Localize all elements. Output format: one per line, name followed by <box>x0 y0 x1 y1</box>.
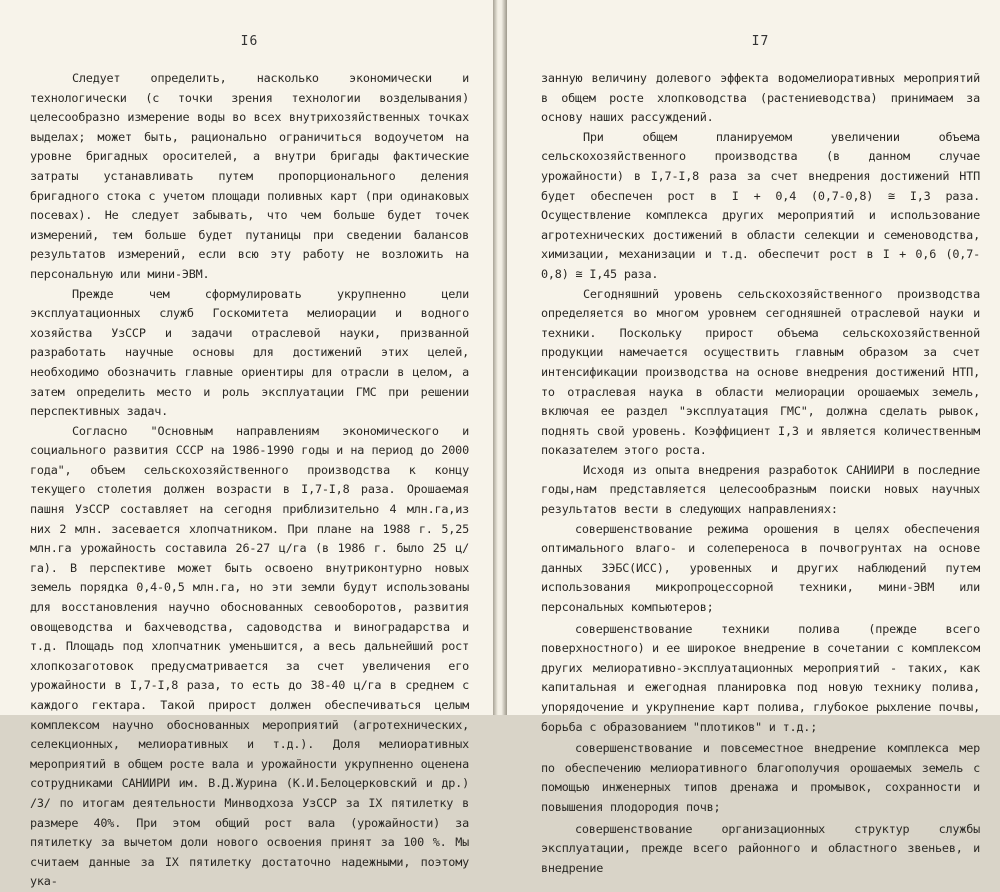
paragraph: Согласно "Основным направлениям экономического и социального развития СССР на 1986-1990 годы и на период до 2000 года", объем сельскохозяйственного производства к концу текущего столетия должен возрасти в I,7-I,8 раза. Орошаемая пашня УзССР составляет на сегодня приблизительно 4 млн.га,из них 2 млн. засевается хлопчатником. При плане на 1988 г. 5,25 млн.га урожайность составила 26-27 ц/га (в 1986 г. было 25 ц/га). В перспективе может быть освоено внутриконтурно новых земель порядка 0,4-0,5 млн.га, но эти земли будут использованы для восстановления научно обоснованных севооборотов, развития овощеводства и бахчеводства, садоводства и виноградарства и т.д. Площадь под хлопчатник уменьшится, а весь дальнейший рост хлопкозаготовок предусматривается за счет увеличения его урожайности в I,7-I,8 раза, то есть до 38-40 ц/га в среднем с каждого гектара. Такой прирост должен обеспечиваться целым комплексом научно обоснованных мероприятий (агротехнических, селекционных, мелиоративных и т.д.). Доля мелиоративных мероприятий в общем росте вала и урожайности укрупненно оценена сотрудниками САНИИРИ им. В.Д.Журина (К.И.Белоцерковский и др.) /3/ по итогам деятельности Минводхоза УзССР за IX пятилетку в размере 40%. При этом общий рост вала (урожайности) за пятилетку за вычетом доли нового освоения принят за 100 %. Мы считаем данные за IX пятилетку достаточно надежными, поэтому ука- <box>30 423 469 889</box>
right-page <box>507 0 1000 875</box>
paragraph: Прежде чем сформулировать укрупненно цели эксплуатационных служб Госкомитета мелиорации и водного хозяйства УзССР и задачи отраслевой науки, призванной разработать научные основы для достижений этих целей, необходимо обозначить главные ориентиры для отрасли в целом, а затем определить место и роль эксплуатации ГМС при решении перспективных задач. <box>30 286 469 419</box>
list-item: совершенствование режима орошения в целях обеспечения оптимального влаго- и солепереноса в почвогрунтах на основе данных ЗЭБС(ИСС), уровенных и других наблюдений путем использования микропроцессорной техники, мини-ЭВМ или персональных компьютеров; <box>541 521 980 615</box>
list-item: совершенствование и повсеместное внедрение комплекса мер по обеспечению мелиоративного благополучия орошаемых земель с помощью инженерных типов дренажа и промывок, сохранности и повышения плодородия почв; <box>541 741 980 814</box>
left-page <box>0 0 493 889</box>
book-gutter <box>493 0 507 715</box>
list-item: совершенствование организационных структур службы эксплуатации, прежде всего районного и областного звеньев, и внедрение <box>541 821 980 875</box>
page-body <box>30 69 469 892</box>
paragraph: Сегодняшний уровень сельскохозяйственного производства определяется во многом уровнем сегодняшней отраслевой науки и техники. Поскольку прирост объема сельскохозяйственной продукции намечается осуществить главным образом за счет интенсификации производства на основе внедрения достижений НТП, то отраслевая наука в области мелиорации орошаемых земель, включая ее раздел "эксплуатация ГМС", должна сделать рывок, поднять свой уровень. Коэффициент I,3 и является количественным показателем этого роста. <box>541 286 980 458</box>
paragraph: Следует определить, насколько экономически и технологически (с точки зрения технологии возделывания) целесообразно измерение воды во всех внутрихозяйственных точках выделах; может быть, рационально ограничиться водоучетом на уровне бригадных оросителей, а внутри бригады фактические затраты устанавливать путем пропорционального деления бригадного стока с учетом площади поливных карт (при одинаковых посевах). Не следует забывать, что чем больше будет точек измерений, тем больше будет путаницы при сведении балансов результатов измерений, если всю эту работу не возложить на персональную или мини-ЭВМ. <box>30 71 469 281</box>
page-number: I7 <box>751 34 770 49</box>
paragraph: Исходя из опыта внедрения разработок САНИИРИ в последние годы,нам представляется целесообразным поиски новых научных результатов вести в следующих направлениях: <box>541 462 980 517</box>
paragraph: занную величину долевого эффекта водомелиоративных мероприятий в общем росте хлопководства (растениеводства) принимаем за основу наших рассуждений. <box>541 71 980 125</box>
list-item: совершенствование техники полива (прежде всего поверхностного) и ее широкое внедрение в сочетании с комплексом других мелиоративно-эксплуатационных мероприятий - таких, как капитальная и ежегодная планировка под новую технику полива, упорядочение и укрупнение карт полива, глубокое рыхление почвы, борьба с образованием "плотиков" и т.д.; <box>541 621 980 734</box>
page-body <box>541 69 980 878</box>
page-number: I6 <box>240 34 259 49</box>
paragraph: При общем планируемом увеличении объема сельскохозяйственного производства (в данном случае урожайности) в I,7-I,8 раза за счет внедрения достижений НТП будет обеспечен рост в I + 0,4 (0,7-0,8) ≅ I,3 раза. Осуществление комплекса других мероприятий и использование агротехнических достижений в области селекции и семеноводства, химизации, механизации и т.д. обеспечит рост в I + 0,6 (0,7-0,8) ≅ I,45 раза. <box>541 129 980 281</box>
